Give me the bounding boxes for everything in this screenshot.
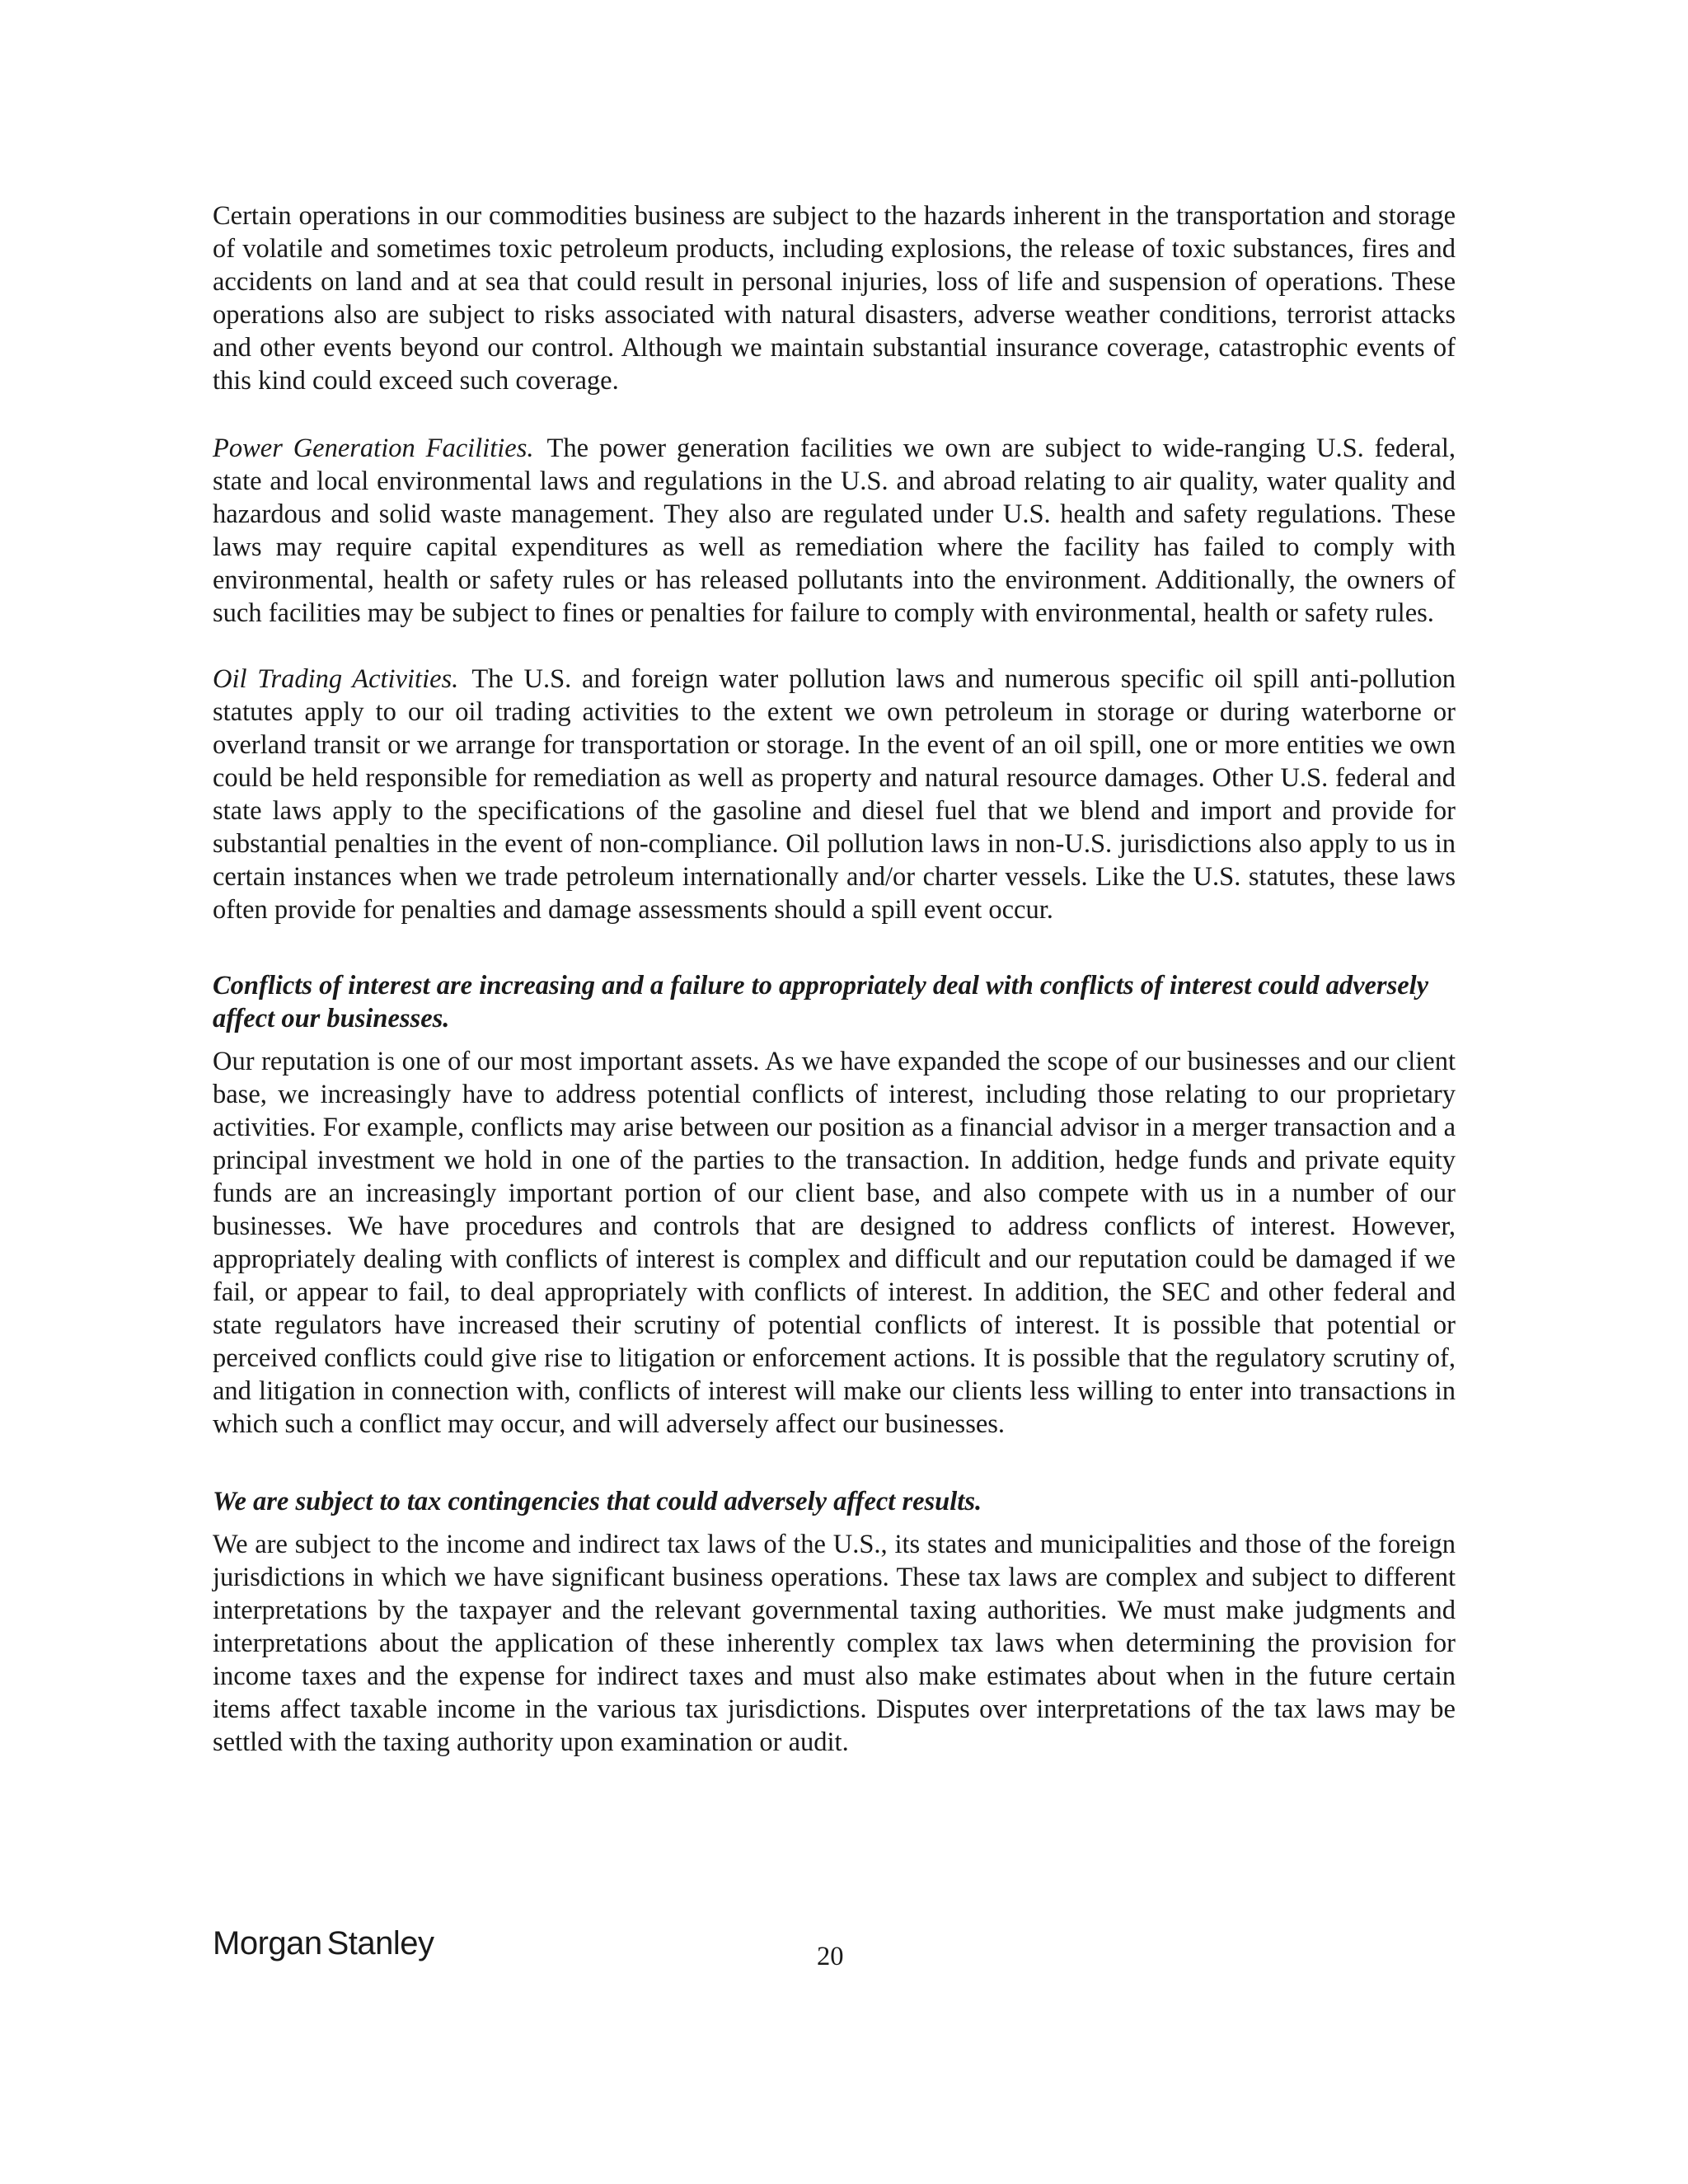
page-number: 20 [817, 1942, 844, 1971]
lead-power-generation: Power Generation Facilities. [213, 434, 534, 463]
paragraph-oil-trading-text: The U.S. and foreign water pollution laws and numerous specific oil spill anti-pollution statutes apply to our oil trading activities to the extent we own petroleum in storage or during waterborne or overland transit or we arrange for transportation or storage. In the event of an oil spill, one or more entities we own could be held responsible for remediation as well as property and natural resource damages. Other U.S. federal and state laws apply to the specifications of the gasoline and diesel fuel that we blend and import and provide for substantial penalties in the event of non-compliance. Oil pollution laws in non-U.S. jurisdictions also apply to us in certain instances when we trade petroleum internationally and/or charter vessels. Like the U.S. statutes, these laws often provide for penalties and damage assessments should a spill event occur. [213, 664, 1456, 925]
paragraph-commodities-hazards: Certain operations in our commodities business are subject to the hazards inherent in the transportation and storage of volatile and sometimes toxic petroleum products, including explosions, the release of toxic substances, fires and accidents on land and at sea that could result in personal injuries, loss of life and suspension of operations. These operations also are subject to risks associated with natural disasters, adverse weather conditions, terrorist attacks and other events beyond our control. Although we maintain substantial insurance coverage, catastrophic events of this kind could exceed such coverage. [213, 201, 1456, 396]
paragraph-power-generation [213, 432, 1456, 630]
paragraph-reputation: Our reputation is one of our most important assets. As we have expanded the scope of our businesses and our client base, we increasingly have to address potential conflicts of interest, including those relating to our proprietary activities. For example, conflicts may arise between our position as a financial advisor in a merger transaction and a principal investment we hold in one of the parties to the transaction. In addition, hedge funds and private equity funds are an increasingly important portion of our client base, and also compete with us in a number of our businesses. We have procedures and controls that are designed to address conflicts of interest. However, appropriately dealing with conflicts of interest is complex and difficult and our reputation could be damaged if we fail, or appear to fail, to deal appropriately with conflicts of interest. In addition, the SEC and other federal and state regulators have increased their scrutiny of potential conflicts of interest. It is possible that potential or perceived conflicts could give rise to litigation or enforcement actions. It is possible that the regulatory scrutiny of, and litigation in connection with, conflicts of interest will make our clients less willing to enter into transactions in which such a conflict may occur, and will adversely affect our businesses. [213, 1047, 1456, 1439]
heading-tax-contingencies: We are subject to tax contingencies that could adversely affect results. [213, 1487, 982, 1516]
paragraph-power-generation-text: The power generation facilities we own are subject to wide-ranging U.S. federal, state and local environmental laws and regulations in the U.S. and abroad relating to air quality, water quality and hazardous and solid waste management. They also are regulated under U.S. health and safety regulations. These laws may require capital expenditures as well as remediation where the facility has failed to comply with environmental, health or safety rules or has released pollutants into the environment. Additionally, the owners of such facilities may be subject to fines or penalties for failure to comply with environmental, health or safety rules. [213, 434, 1456, 628]
page-footer [213, 1925, 1456, 1975]
logo-word-morgan: Morgan [213, 1925, 322, 1961]
paragraph-tax-laws: We are subject to the income and indirect tax laws of the U.S., its states and municipalities and those of the foreign jurisdictions in which we have significant business operations. These tax laws are complex and subject to different interpretations by the taxpayer and the relevant governmental taxing authorities. We must make judgments and interpretations about the application of these inherently complex tax laws when determining the provision for income taxes and the expense for indirect taxes and must also make estimates about when in the future certain items affect taxable income in the various tax jurisdictions. Disputes over interpretations of the tax laws may be settled with the taxing authority upon examination or audit. [213, 1530, 1456, 1757]
heading-conflicts-of-interest: Conflicts of interest are increasing and a failure to appropriately deal with conflicts of interest could adversely affect our businesses. [213, 971, 1429, 1033]
page-body [213, 199, 1456, 1792]
logo-word-stanley: Stanley [326, 1925, 434, 1961]
lead-oil-trading: Oil Trading Activities. [213, 664, 459, 694]
paragraph-oil-trading [213, 663, 1456, 926]
morgan-stanley-logo [213, 1925, 434, 1962]
